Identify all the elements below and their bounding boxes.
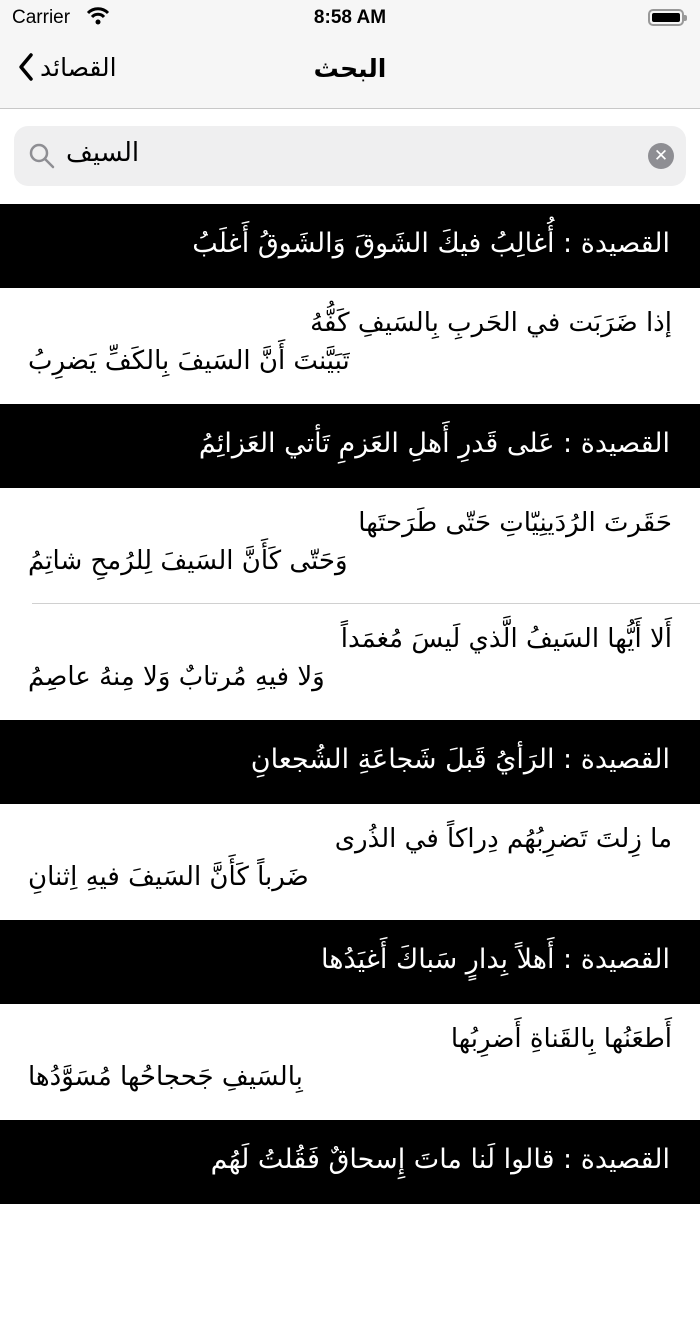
verse-first-half: إذا ضَرَبَت في الحَربِ بِالسَيفِ كَفُّهُ — [310, 308, 672, 338]
clock: 8:58 AM — [313, 7, 387, 28]
back-label: القصائد — [40, 52, 117, 82]
status-bar — [0, 0, 700, 36]
verse-second-half: تَبَيَّنتَ أَنَّ السَيفَ بِالكَفِّ يَضرِبُ — [28, 346, 350, 376]
verse-first-half: ما زِلتَ تَضرِبُهُم دِراكاً في الذُرى — [334, 824, 672, 854]
section-header: القصيدة : عَلى قَدرِ أَهلِ العَزمِ تَأتي العَزائِمُ — [0, 404, 700, 488]
search-query[interactable]: السيف — [66, 138, 140, 168]
section-header: القصيدة : قالوا لَنا ماتَ إِسحاقٌ فَقُلتُ لَهُم — [0, 1120, 700, 1204]
page-title: البحث — [313, 54, 387, 83]
verse-second-half: وَلا فيهِ مُرتابٌ وَلا مِنهُ عاصِمُ — [28, 662, 325, 692]
verse-second-half: وَحَتّى كَأَنَّ السَيفَ لِلرُمحِ شاتِمُ — [28, 546, 348, 576]
clear-search-button[interactable]: ✕ — [648, 143, 674, 169]
list-item[interactable] — [0, 1004, 700, 1120]
battery-icon — [648, 9, 684, 26]
list-item[interactable] — [0, 288, 700, 404]
search-icon — [28, 142, 56, 170]
list-item[interactable] — [0, 488, 700, 604]
carrier-label: Carrier — [12, 7, 71, 28]
list-item[interactable] — [0, 1204, 700, 1320]
search-input[interactable] — [14, 126, 686, 186]
section-header: القصيدة : أَهلاً بِدارٍ سَباكَ أَغيَدُها — [0, 920, 700, 1004]
verse-first-half: أَطعَنُها بِالقَناةِ أَضرِبُها — [450, 1024, 672, 1054]
verse-second-half: ضَرباً كَأَنَّ السَيفَ فيهِ اِثنانِ — [28, 862, 309, 892]
list-item[interactable] — [0, 604, 700, 720]
navigation-bar — [0, 36, 700, 109]
list-item[interactable] — [0, 804, 700, 920]
results-list — [0, 204, 700, 1320]
verse-second-half: بِالسَيفِ جَحجاحُها مُسَوَّدُها — [28, 1062, 303, 1092]
section-header: القصيدة : الرَأيُ قَبلَ شَجاعَةِ الشُجعانِ — [0, 720, 700, 804]
verse-first-half: أَلا أَيُّها السَيفُ الَّذي لَيسَ مُغمَداً — [340, 624, 672, 654]
verse-first-half: حَقَرتَ الرُدَينِيّاتِ حَتّى طَرَحتَها — [358, 508, 672, 538]
section-header: القصيدة : أُغالِبُ فيكَ الشَوقَ وَالشَوقُ أَغلَبُ — [0, 204, 700, 288]
